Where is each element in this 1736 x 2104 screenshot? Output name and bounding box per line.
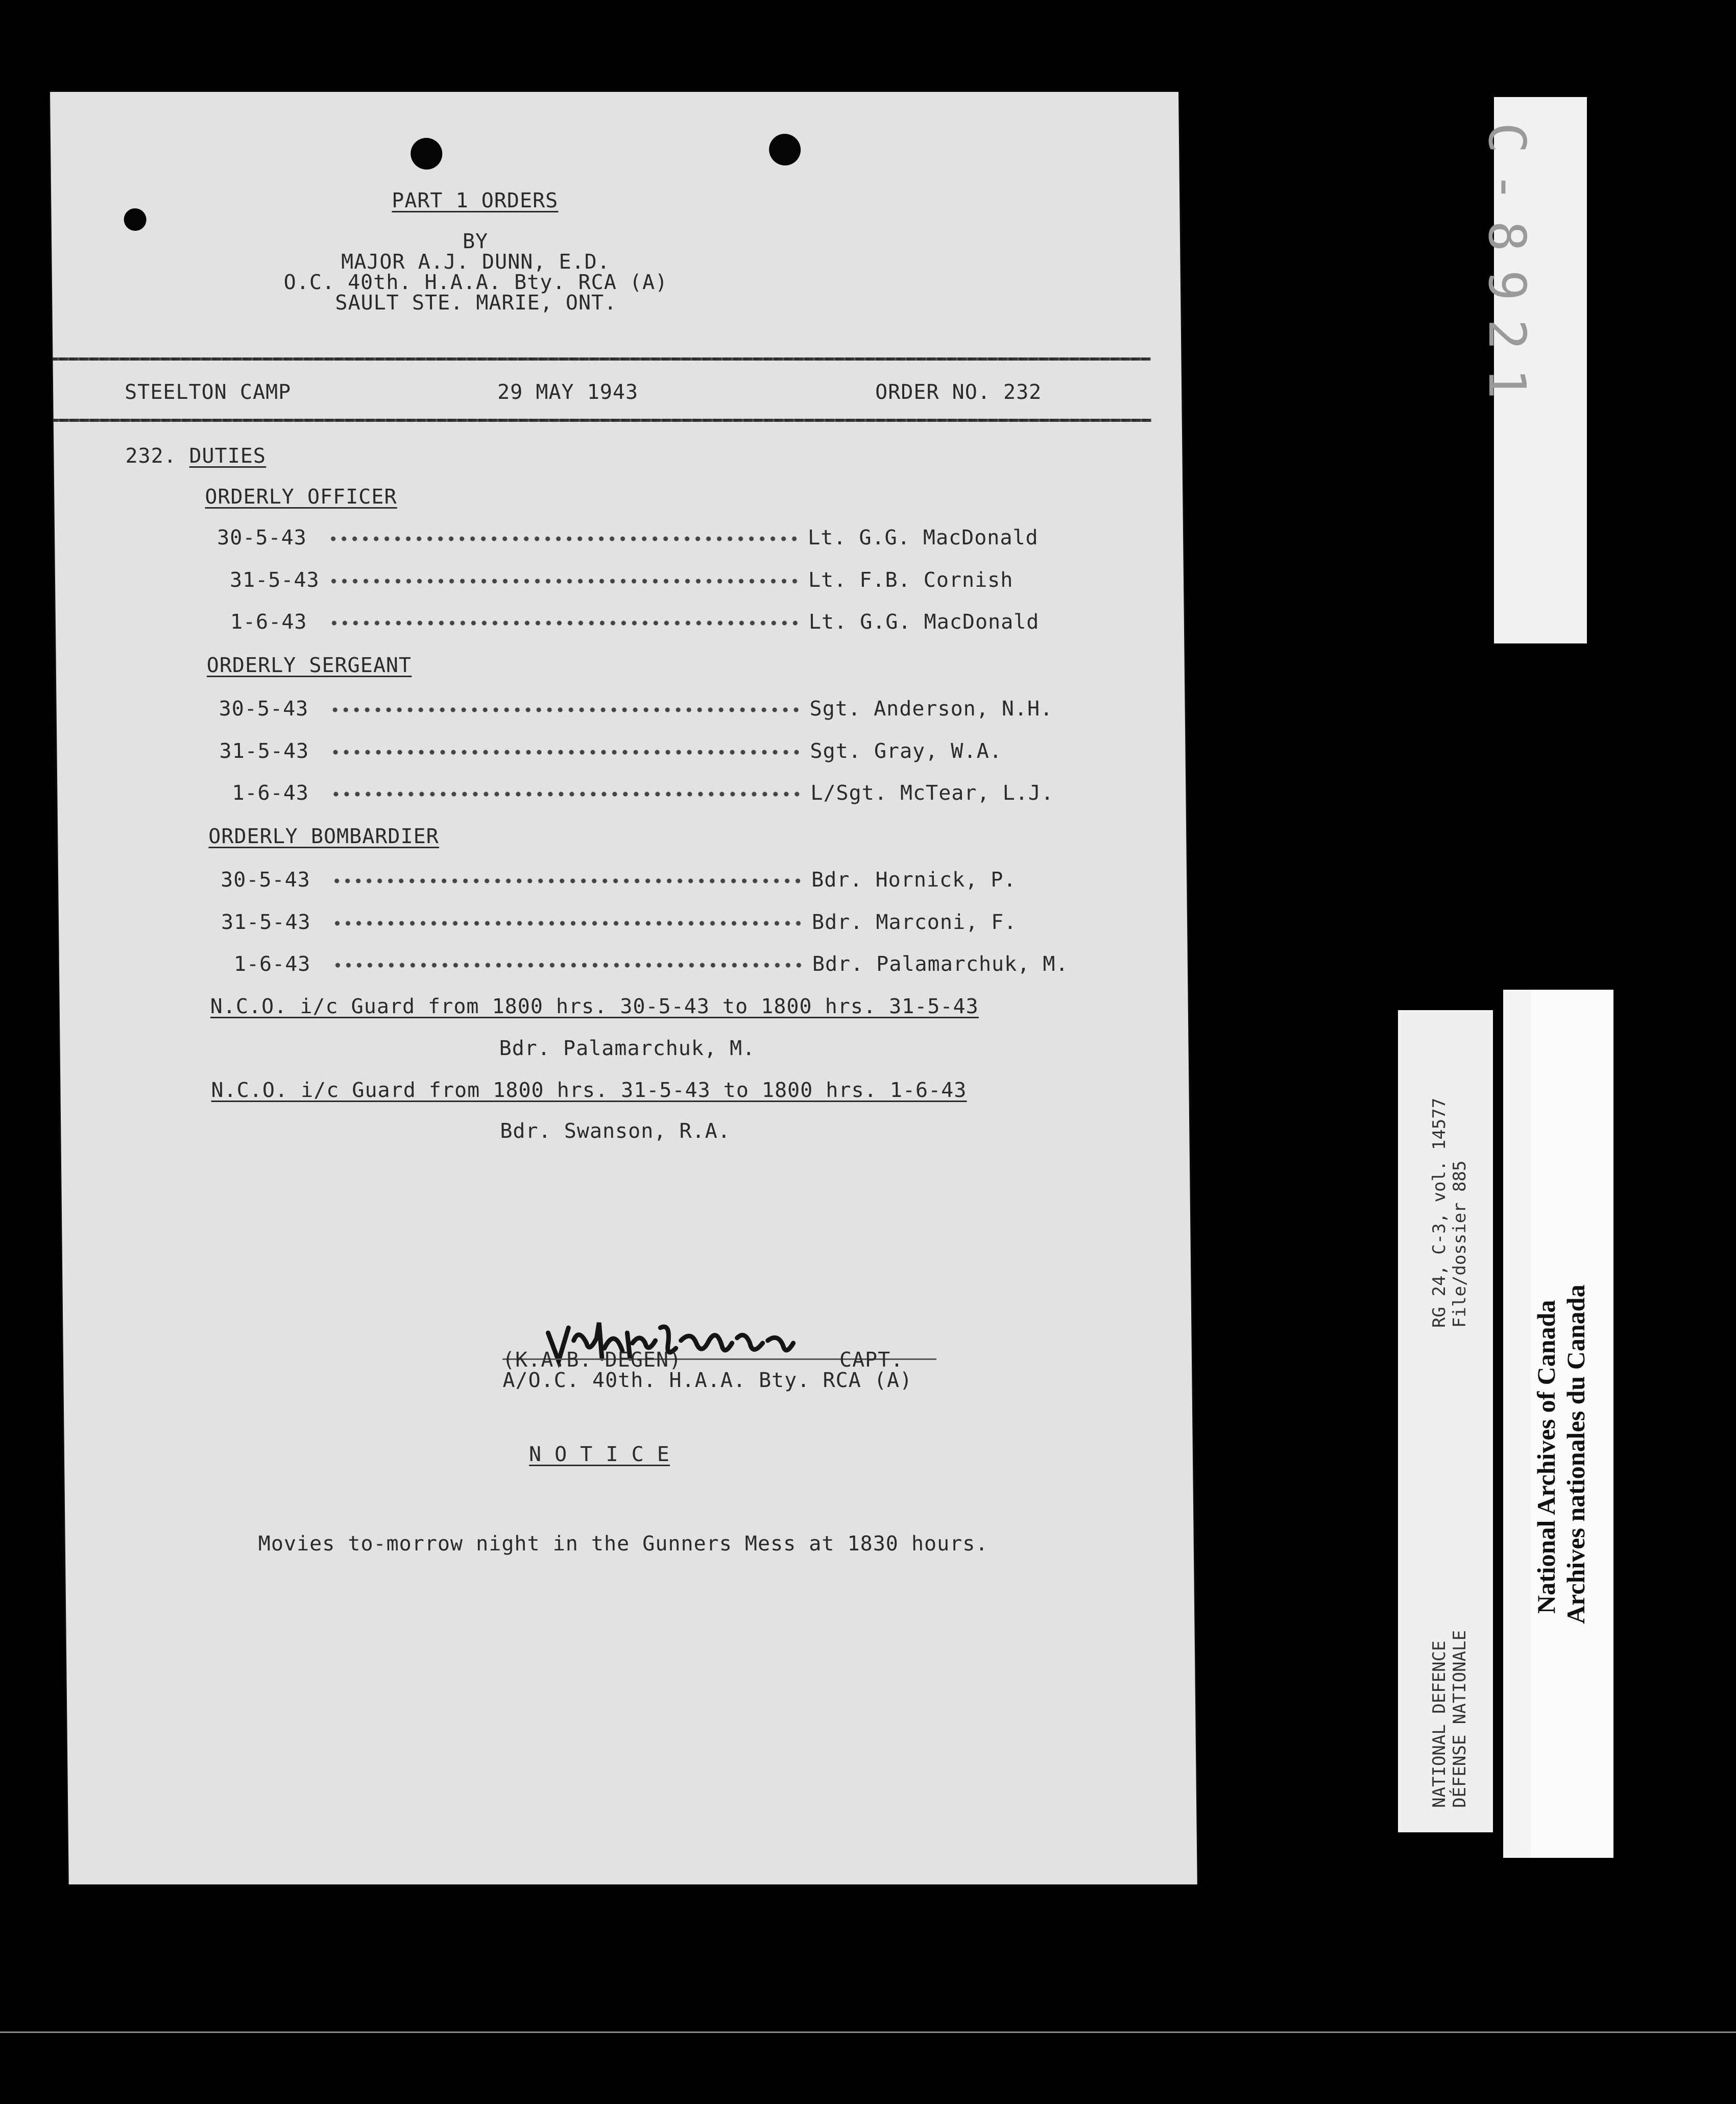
leader-dots xyxy=(331,877,801,884)
reference-line-2: File/dossier 885 xyxy=(1450,1160,1470,1328)
section-number: 232. xyxy=(125,444,177,468)
signatory-unit: A/O.C. 40th. H.A.A. Bty. RCA (A) xyxy=(502,1369,913,1392)
guard-line: N.C.O. i/c Guard from 1800 hrs. 30-5-43 to 1800 hrs. 31-5-43 xyxy=(210,995,979,1018)
order-number: ORDER NO. 232 xyxy=(875,380,1042,404)
camp-name: STEELTON CAMP xyxy=(124,380,292,404)
punch-hole-right xyxy=(769,134,801,165)
archives-name-english: National Archives of Canada xyxy=(1532,1300,1560,1614)
duty-name: Lt. F.B. Cornish xyxy=(808,568,1014,592)
leader-dots xyxy=(328,578,798,585)
punch-hole-left xyxy=(411,138,443,170)
duty-date: 31-5-43 xyxy=(219,739,309,763)
leader-dots xyxy=(332,962,802,969)
orders-unit: O.C. 40th. H.A.A. Bty. RCA (A) xyxy=(283,271,668,294)
leader-dots xyxy=(328,535,798,542)
header-rule-top xyxy=(53,357,1150,361)
guard-line: N.C.O. i/c Guard from 1800 hrs. 31-5-43 to 1800 hrs. 1-6-43 xyxy=(211,1079,967,1102)
department-line-2: DÉFENSE NATIONALE xyxy=(1450,1630,1470,1808)
duty-date: 30-5-43 xyxy=(219,697,309,721)
signatory-name: (K.A.B. DEGEN) xyxy=(502,1348,682,1372)
leader-dots xyxy=(329,619,799,627)
duty-date: 31-5-43 xyxy=(221,911,311,934)
archive-id-number: C-8921 xyxy=(1477,123,1537,418)
duty-date: 30-5-43 xyxy=(216,526,307,549)
header-rule-bottom xyxy=(54,419,1151,422)
guard-name: Bdr. Palamarchuk, M. xyxy=(499,1037,756,1060)
orders-officer: MAJOR A.J. DUNN, E.D. xyxy=(341,250,611,274)
leader-dots xyxy=(332,920,802,927)
leader-dots xyxy=(330,749,800,756)
orders-by: BY xyxy=(462,230,489,253)
document-page xyxy=(50,92,1197,1884)
orders-location: SAULT STE. MARIE, ONT. xyxy=(335,291,617,315)
notice-text: Movies to-morrow night in the Gunners Mess at 1830 hours. xyxy=(258,1532,988,1556)
duty-name: Sgt. Anderson, N.H. xyxy=(809,697,1053,721)
archives-name-french: Archives nationales du Canada xyxy=(1561,1284,1590,1624)
leader-dots xyxy=(330,706,800,713)
duty-name: Bdr. Palamarchuk, M. xyxy=(812,952,1069,976)
duty-name: Bdr. Hornick, P. xyxy=(811,868,1017,892)
orders-title: PART 1 ORDERS xyxy=(391,189,559,212)
reference-line-1: RG 24, C-3, vol. 14577 xyxy=(1429,1097,1450,1328)
duty-date: 30-5-43 xyxy=(220,868,310,892)
orderly-officer-heading: ORDERLY OFFICER xyxy=(205,485,397,509)
duty-date: 31-5-43 xyxy=(229,568,320,592)
duty-name: Sgt. Gray, W.A. xyxy=(810,739,1002,763)
guard-name: Bdr. Swanson, R.A. xyxy=(500,1119,731,1143)
duty-date: 1-6-43 xyxy=(233,952,311,976)
orderly-sergeant-heading: ORDERLY SERGEANT xyxy=(206,654,412,677)
section-title: DUTIES xyxy=(189,444,267,468)
orderly-bombardier-heading: ORDERLY BOMBARDIER xyxy=(208,825,439,848)
duty-date: 1-6-43 xyxy=(230,610,307,634)
duty-name: Lt. G.G. MacDonald xyxy=(808,610,1040,634)
order-date: 29 MAY 1943 xyxy=(497,380,639,404)
department-line-1: NATIONAL DEFENCE xyxy=(1429,1640,1450,1808)
leader-dots xyxy=(330,791,800,798)
duty-date: 1-6-43 xyxy=(232,781,309,805)
notice-title: N O T I C E xyxy=(528,1443,670,1466)
duty-name: L/Sgt. McTear, L.J. xyxy=(810,781,1054,805)
signatory-rank: CAPT. xyxy=(839,1348,904,1372)
duty-name: Lt. G.G. MacDonald xyxy=(807,526,1039,549)
scan-bottom-edge xyxy=(0,2031,1736,2033)
duty-name: Bdr. Marconi, F. xyxy=(811,911,1017,934)
